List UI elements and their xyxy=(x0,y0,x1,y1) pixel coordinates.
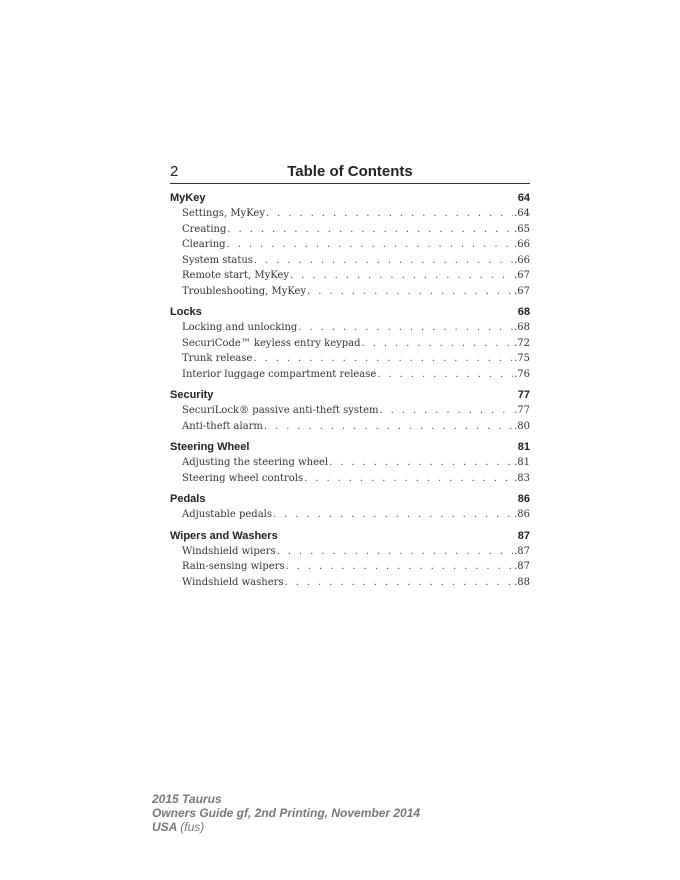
entry-label: Trunk release xyxy=(182,353,253,364)
entry-page-number: .87 xyxy=(514,545,530,557)
toc-entry[interactable] xyxy=(170,268,530,284)
dot-leader xyxy=(307,284,513,300)
section-title: MyKey xyxy=(170,192,206,204)
footer-region-line xyxy=(152,820,420,834)
toc-section xyxy=(170,439,530,486)
section-heading[interactable] xyxy=(170,387,530,403)
section-heading[interactable] xyxy=(170,304,530,320)
dot-leader xyxy=(304,471,513,487)
entry-label: SecuriCode™ keyless entry keypad xyxy=(182,337,361,349)
toc-entry[interactable] xyxy=(170,403,530,419)
toc-entry[interactable] xyxy=(170,559,530,575)
entry-label: Anti-theft alarm xyxy=(182,420,263,432)
table-of-contents xyxy=(170,190,530,595)
section-page-number: 77 xyxy=(517,389,530,401)
entry-page-number: .75 xyxy=(514,353,530,364)
footer-region: USA xyxy=(152,820,177,834)
dot-leader xyxy=(227,222,513,238)
section-title: Pedals xyxy=(170,493,206,505)
toc-section xyxy=(170,387,530,434)
toc-entry[interactable] xyxy=(170,206,530,222)
toc-entry[interactable] xyxy=(170,367,530,383)
toc-entry[interactable] xyxy=(170,336,530,352)
footer-model: 2015 Taurus xyxy=(152,792,222,806)
dot-leader xyxy=(277,544,513,560)
entry-page-number: .88 xyxy=(514,576,530,588)
toc-entry[interactable] xyxy=(170,351,530,367)
entry-page-number: .66 xyxy=(514,239,530,250)
page-header xyxy=(170,163,530,184)
entry-label: System status xyxy=(182,254,253,266)
dot-leader xyxy=(298,320,513,336)
entry-page-number: .83 xyxy=(514,472,530,484)
toc-entry[interactable] xyxy=(170,237,530,253)
toc-entry[interactable] xyxy=(170,222,530,238)
entry-label: SecuriLock® passive anti-theft system xyxy=(182,405,379,416)
entry-page-number: .76 xyxy=(514,368,530,380)
entry-page-number: .64 xyxy=(514,208,530,219)
dot-leader xyxy=(290,268,513,284)
toc-entry[interactable] xyxy=(170,419,530,435)
entry-label: Adjustable pedals xyxy=(182,509,272,520)
toc-entry[interactable] xyxy=(170,284,530,300)
dot-leader xyxy=(253,351,513,367)
entry-page-number: .80 xyxy=(514,420,530,432)
entry-label: Locking and unlocking xyxy=(182,322,298,333)
entry-page-number: .86 xyxy=(514,509,530,520)
footer xyxy=(152,792,420,834)
dot-leader xyxy=(379,403,513,419)
entry-label: Interior luggage compartment release xyxy=(182,368,377,380)
section-title: Security xyxy=(170,389,214,401)
entry-label: Creating xyxy=(182,223,227,235)
entry-label: Windshield washers xyxy=(182,576,284,588)
toc-entry[interactable] xyxy=(170,320,530,336)
section-title: Steering Wheel xyxy=(170,441,250,453)
section-page-number: 64 xyxy=(517,192,530,204)
entry-label: Remote start, MyKey xyxy=(182,270,289,281)
dot-leader xyxy=(329,455,513,471)
page-number: 2 xyxy=(170,163,179,180)
toc-entry[interactable] xyxy=(170,253,530,269)
dot-leader xyxy=(285,575,514,591)
toc-section xyxy=(170,304,530,382)
dot-leader xyxy=(362,336,514,352)
entry-page-number: .66 xyxy=(514,254,530,266)
entry-page-number: .68 xyxy=(514,322,530,333)
dot-leader xyxy=(377,367,513,383)
section-title: Wipers and Washers xyxy=(170,529,278,542)
entry-label: Rain-sensing wipers xyxy=(182,561,285,572)
entry-label: Troubleshooting, MyKey xyxy=(182,285,307,297)
entry-page-number: .67 xyxy=(514,270,530,281)
toc-entry[interactable] xyxy=(170,544,530,560)
entry-page-number: .67 xyxy=(514,285,530,297)
section-title: Locks xyxy=(170,306,202,318)
entry-page-number: .81 xyxy=(514,457,530,468)
section-heading[interactable] xyxy=(170,528,530,544)
entry-label: Steering wheel controls xyxy=(182,472,304,484)
entry-label: Settings, MyKey xyxy=(182,208,265,219)
entry-label: Adjusting the steering wheel xyxy=(182,457,329,468)
section-heading[interactable] xyxy=(170,190,530,206)
page-title: Table of Contents xyxy=(287,163,413,180)
entry-page-number: .65 xyxy=(514,223,530,235)
entry-page-number: .72 xyxy=(514,337,530,349)
section-page-number: 86 xyxy=(517,493,530,505)
section-page-number: 87 xyxy=(517,529,530,542)
footer-code: (fus) xyxy=(180,820,205,834)
footer-edition: Owners Guide gf, 2nd Printing, November 2014 xyxy=(152,806,421,820)
section-page-number: 68 xyxy=(517,306,530,318)
entry-label: Windshield wipers xyxy=(182,545,276,557)
entry-page-number: .77 xyxy=(514,405,530,416)
dot-leader xyxy=(227,237,514,253)
toc-section xyxy=(170,528,530,591)
dot-leader xyxy=(273,507,513,523)
section-heading[interactable] xyxy=(170,491,530,507)
toc-section xyxy=(170,491,530,523)
dot-leader xyxy=(266,206,513,222)
dot-leader xyxy=(254,253,513,269)
toc-entry[interactable] xyxy=(170,471,530,487)
toc-section xyxy=(170,190,530,299)
section-page-number: 81 xyxy=(517,441,530,453)
toc-entry[interactable] xyxy=(170,507,530,523)
dot-leader xyxy=(264,419,513,435)
section-heading[interactable] xyxy=(170,439,530,455)
entry-label: Clearing xyxy=(182,239,226,250)
toc-entry[interactable] xyxy=(170,455,530,471)
dot-leader xyxy=(286,559,514,575)
toc-entry[interactable] xyxy=(170,575,530,591)
entry-page-number: .87 xyxy=(514,561,530,572)
